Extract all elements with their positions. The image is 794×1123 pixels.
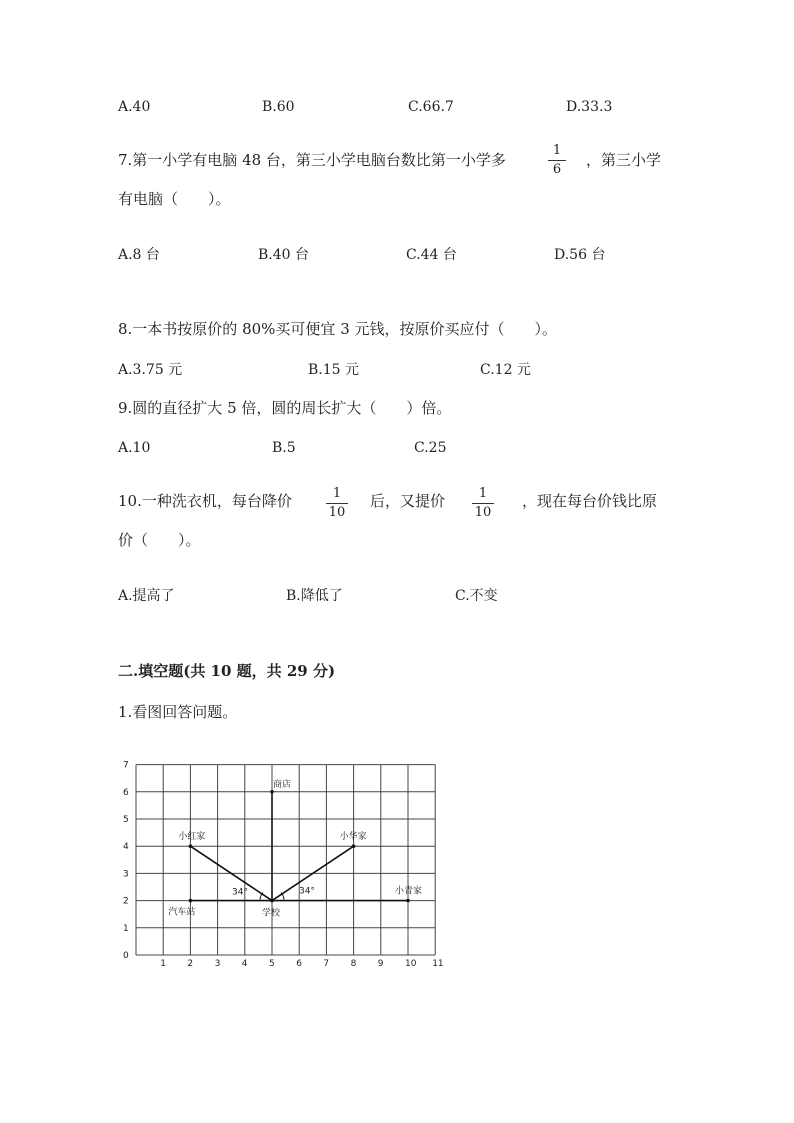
q10-option-c: C.不变 — [455, 588, 498, 604]
q9-text: 9.圆的直径扩大 5 倍，圆的周长扩大（ ）倍。 — [118, 399, 452, 417]
place-label: 小青家 — [395, 886, 423, 897]
q7-option-b: B.40 台 — [258, 247, 310, 263]
place-point — [406, 899, 410, 903]
x-tick-label: 7 — [323, 959, 330, 969]
x-tick-label: 6 — [296, 959, 302, 969]
q7-line2: 有电脑（ ）。 — [118, 190, 231, 208]
q10-option-b: B.降低了 — [286, 588, 343, 604]
q9-option-c: C.25 — [414, 440, 447, 456]
x-tick-label: 10 — [405, 959, 417, 969]
y-tick-label: 2 — [123, 896, 129, 907]
q6-option-d: D.33.3 — [566, 99, 613, 115]
q7-frac-den: 6 — [552, 162, 562, 177]
q6-option-c: C.66.7 — [408, 99, 454, 115]
position-grid-diagram — [110, 750, 450, 972]
angle-label-left: 34° — [232, 887, 248, 898]
place-label: 商店 — [273, 779, 292, 790]
place-point — [270, 790, 274, 794]
q6-option-b: B.60 — [262, 99, 295, 115]
q10-fraction-1 — [326, 486, 348, 521]
q6-option-a: A.40 — [118, 99, 151, 115]
q10-fraction-2 — [472, 486, 494, 521]
x-tick-label: 11 — [432, 959, 444, 969]
q8-text: 8.一本书按原价的 80%买可便宜 3 元钱，按原价买应付（ ）。 — [118, 320, 558, 338]
q9-option-a: A.10 — [118, 440, 151, 456]
q10-frac1-num: 1 — [332, 486, 342, 501]
x-tick-label: 8 — [350, 959, 357, 969]
x-tick-label: 5 — [269, 959, 275, 969]
q10-text-b: 后，又提价 — [370, 492, 446, 510]
x-tick-label: 4 — [241, 959, 248, 969]
y-tick-label: 1 — [123, 923, 129, 934]
x-tick-label: 3 — [214, 959, 221, 969]
q10-frac2-den: 10 — [474, 505, 492, 520]
q7-option-c: C.44 台 — [406, 247, 457, 263]
place-label: 汽车站 — [168, 907, 196, 918]
q8-option-a: A.3.75 元 — [118, 362, 183, 378]
angle-label-right: 34° — [299, 886, 315, 897]
place-point — [352, 844, 356, 848]
y-tick-label: 6 — [123, 787, 129, 798]
place-point — [189, 844, 193, 848]
q9-option-b: B.5 — [272, 440, 296, 456]
fraction-bar — [472, 503, 494, 504]
x-tick-label: 2 — [187, 959, 194, 969]
fraction-bar — [326, 503, 348, 504]
q7-text: 7.第一小学有电脑 48 台，第三小学电脑台数比第一小学多 — [118, 151, 506, 169]
q10-text-a: 10.一种洗衣机，每台降价 — [118, 492, 292, 510]
q7-option-d: D.56 台 — [554, 247, 606, 263]
place-label: 小红家 — [178, 832, 206, 843]
fill-q1-text: 1.看图回答问题。 — [118, 703, 238, 721]
x-tick-label: 1 — [160, 959, 166, 969]
q8-option-b: B.15 元 — [308, 362, 360, 378]
place-label: 小华家 — [339, 832, 367, 843]
y-tick-label: 0 — [123, 951, 129, 961]
q10-option-a: A.提高了 — [118, 588, 175, 604]
q8-option-c: C.12 元 — [480, 362, 531, 378]
place-point — [270, 899, 274, 903]
q10-line2: 价（ ）。 — [118, 531, 201, 549]
y-tick-label: 7 — [123, 760, 129, 771]
y-tick-label: 3 — [123, 869, 129, 880]
q10-frac2-num: 1 — [478, 486, 488, 501]
x-tick-label: 9 — [377, 959, 384, 969]
y-tick-label: 4 — [123, 842, 129, 853]
y-tick-label: 5 — [123, 815, 129, 825]
q7-fraction — [548, 143, 566, 178]
q10-frac1-den: 10 — [328, 505, 346, 520]
fraction-bar — [548, 160, 566, 161]
section-heading: 二.填空题(共 10 题，共 29 分) — [118, 662, 336, 680]
place-point — [189, 899, 193, 903]
q7-text-after: ，第三小学 — [586, 151, 662, 169]
q7-option-a: A.8 台 — [118, 247, 160, 263]
q7-frac-num: 1 — [552, 143, 562, 158]
q10-text-c: ，现在每台价钱比原 — [522, 492, 658, 510]
place-label: 学校 — [262, 908, 281, 919]
